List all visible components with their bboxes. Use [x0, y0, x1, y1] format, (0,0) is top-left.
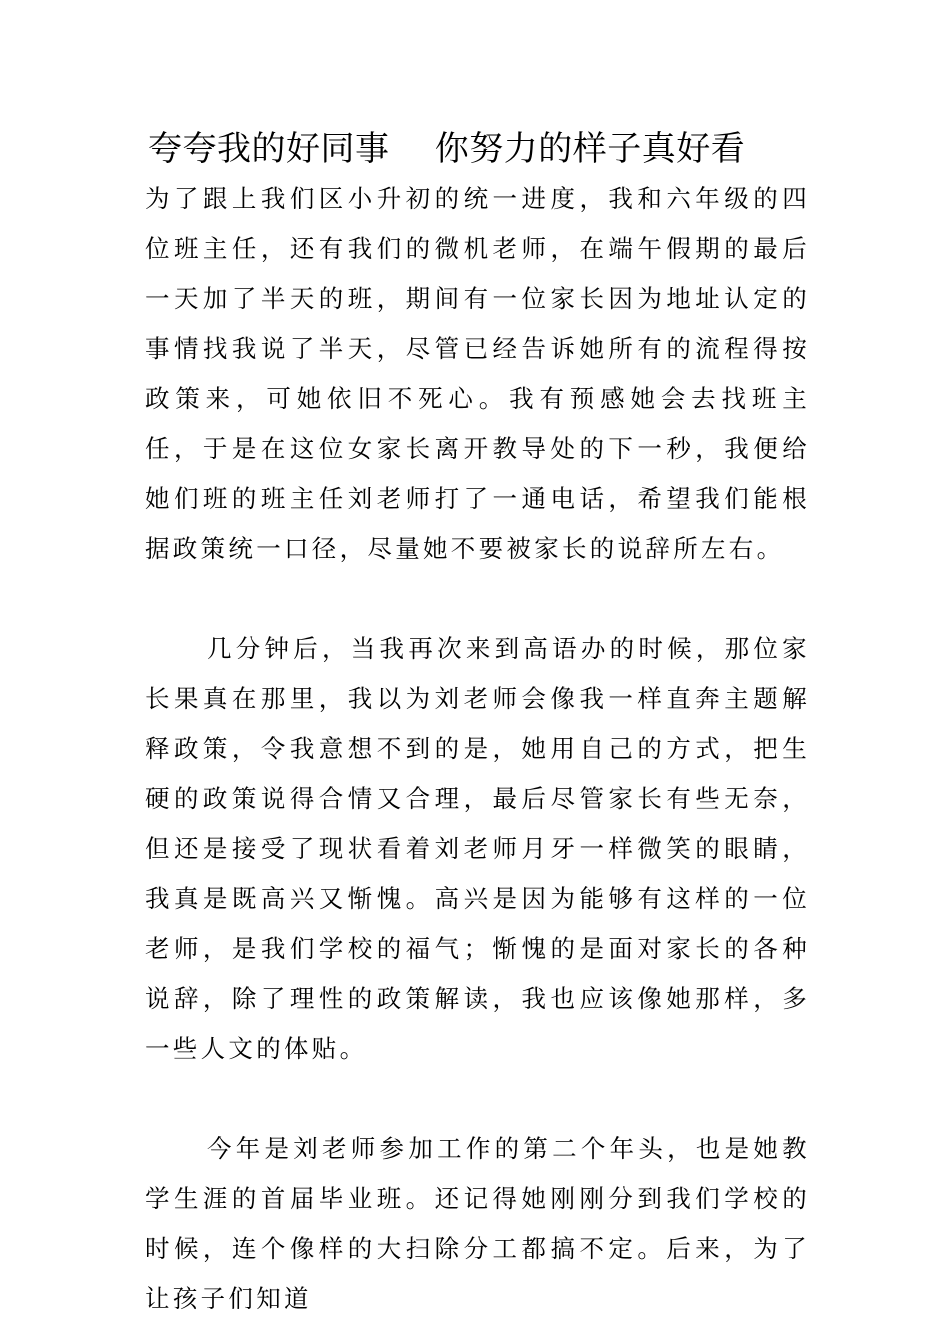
- document-title: 夸夸我的好同事 你努力的样子真好看: [148, 129, 746, 169]
- paragraph-2: 几分钟后，当我再次来到高语办的时候，那位家长果真在那里，我以为刘老师会像我一样直奔主题解释政策，令我意想不到的是，她用自己的方式，把生硬的政策说得合情又合理，最后尽管家长有些无奈，但还是接受了现状看着刘老师月牙一样微笑的眼睛，我真是既高兴又惭愧。高兴是因为能够有这样的一位老师，是我们学校的福气；惭愧的是面对家长的各种说辞，除了理性的政策解读，我也应该像她那样，多一些人文的体贴。: [145, 634, 810, 1063]
- paragraph-1: 为了跟上我们区小升初的统一进度，我和六年级的四位班主任，还有我们的微机老师，在端午假期的最后一天加了半天的班，期间有一位家长因为地址认定的事情找我说了半天，尽管已经告诉她所有的流程得按政策来，可她依旧不死心。我有预感她会去找班主任，于是在这位女家长离开教导处的下一秒，我便给她们班的班主任刘老师打了一通电话，希望我们能根据政策统一口径，尽量她不要被家长的说辞所左右。: [145, 184, 810, 563]
- paragraph-3: 今年是刘老师参加工作的第二个年头，也是她教学生涯的首届毕业班。还记得她刚刚分到我们学校的时候，连个像样的大扫除分工都搞不定。后来，为了让孩子们知道: [145, 1134, 810, 1313]
- document-body: [145, 174, 810, 1324]
